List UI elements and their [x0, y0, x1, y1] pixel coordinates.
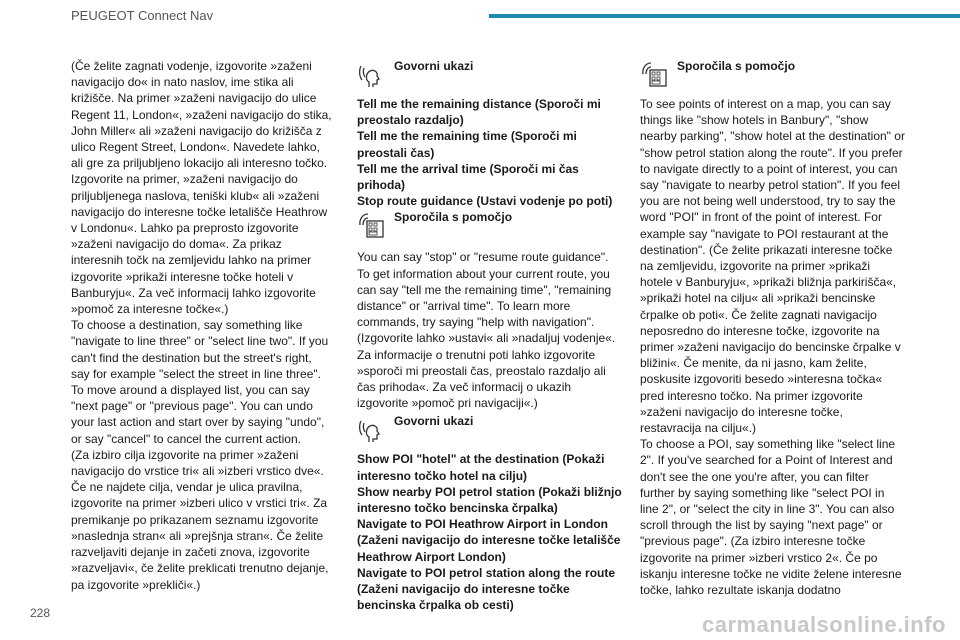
column-2: [357, 58, 622, 613]
header-accent-bar: [489, 14, 960, 18]
voice-commands-list-2: Show POI "hotel" at the destination (Pokaži interesno točko hotel na cilju) Show nearby POI petrol station (Pokaži bližnjo interesno točko bencinska črpalka) Navigate to POI Heathrow Airport in London (Zaženi navigacijo do interesne točke letališče Heathrow Airport London) Navigate to POI petrol station along the route (Zaženi navigacijo do interesne točke bencinska črpalka ob cesti): [357, 452, 622, 613]
speaking-head-icon: [357, 60, 385, 88]
speaking-head-icon: [357, 415, 385, 443]
help-messages-heading-2: [640, 58, 905, 96]
page-number: 228: [30, 606, 51, 620]
help-messages-title: Sporočila s pomočjo: [394, 210, 513, 225]
header-title: PEUGEOT Connect Nav: [71, 8, 214, 23]
watermark: carmanualsonline.info: [702, 612, 946, 637]
help-messages-title-2: Sporočila s pomočjo: [677, 59, 796, 73]
help-messages-heading: [357, 209, 622, 249]
help-messages-text: You can say "stop" or "resume route guidance". To get information about your current route, you can say "tell me the remaining time", "remaining distance" or "arrival time". To learn more commands, try saying "help with navigation". (Izgovorite lahko »ustavi« ali »nadaljuj vodenje«. Za informacije o trenutni poti lahko izgovorite »sporoči mi preostali čas, preostalo razdaljo ali čas prihoda«. Za več informacij o ukazih izgovorite »pomoč pri navigaciji«.): [357, 250, 616, 411]
col3-text: To see points of interest on a map, you can say things like "show hotels in Banbury", "show nearby parking", "show hotel at the destination" or "show petrol station along the route". If you prefer to navigate directly to a point of interest, you can say "navigate to nearby petrol station". If you feel you are not being well understood, try to say the word "POI" in front of the point of interest. For example say "navigate to POI restaurant at the destination". (Če želite prikazati interesne točke na zemljevidu, izgovorite na primer »prikaži hotele v Banburyju«, »prikaži bližnja parkirišča«, »prikaži hotel na cilju« ali »prikaži bencinske črpalke ob poti«. Če želite zagnati navigacijo neposredno do interesne točke, izgovorite na primer »zaženi navigacijo do bencinske črpalke v bližini«. Če menite, da ni jasno, kam želite, poskusite izgovoriti besedo »interesna točka« pred interesno točko. Na primer izgovorite »zaženi navigacijo do interesne točke, restavracija na cilju«.) To choose a POI, say something like "select line 2". If you've searched for a Point of Interest and don't see the one you're after, you can filter further by saying something like "select POI in line 2", or "select the city in line 3". You can also scroll through the list by saying "next page" or "previous page". (Za izbiro interesne točke izgovorite na primer »izberi vrstico 2«. Če po iskanju interesne točke ne vidite želene interesne točke, lahko rezultate iskanja dodatno: [640, 97, 905, 598]
voice-commands-title: Govorni ukazi: [394, 59, 474, 73]
voice-commands-list: Tell me the remaining distance (Sporoči mi preostalo razdaljo) Tell me the remaining time (Sporoči mi preostali čas) Tell me the arrival time (Sporoči mi čas prihoda) Stop route guidance (Ustavi vodenje po poti): [357, 97, 613, 209]
col1-text: (Če želite zagnati vodenje, izgovorite »zaženi navigacijo do« in nato naslov, ime stika ali križišče. Na primer »zaženi navigacijo do ulice Regent 11, London«, »zaženi navigacijo do stika, John Miller« ali »zaženi navigacijo do križišča z ulico Regent Street, London«. Navedete lahko, ali gre za priljubljeno lokacijo ali interesno točko. Izgovorite na primer, »zaženi navigacijo do priljubljenega naslova, teniški klub« ali »zaženi navigacijo do interesne točke letališče Heathrow v Londonu«. Lahko pa preprosto izgovorite »zaženi navigacijo do doma«. Za prikaz interesnih točk na zemljevidu lahko na primer izgovorite »prikaži interesne točke hoteli v Banburyju«. Za več informacij lahko izgovorite »pomoč za interesne točke«.) To choose a destination, say something like "navigate to line three" or "select line two". If you can't find the destination but the street's right, say for example "select the street in line three". To move around a displayed list, you can say "next page" or "previous page". You can undo your last action and start over by saying "undo", or say "cancel" to cancel the current action. (Za izbiro cilja izgovorite na primer »zaženi navigacijo do vrstice tri« ali »izberi vrstico dve«. Če ne najdete cilja, vendar je ulica pravilna, izgovorite na primer »izberi ulico v vrstici tri«. Za premikanje po prikazanem seznamu izgovorite »naslednja stran« ali »prejšnja stran«. Če želite razveljaviti dejanje in začeti znova, izgovorite »razveljavi«, če želite preklicati trenutno dejanje, pa izgovorite »prekliči«.): [71, 59, 332, 592]
voice-commands-title-2: Govorni ukazi: [394, 414, 474, 429]
voice-commands-heading: [357, 58, 622, 96]
voice-commands-heading-2: [357, 413, 622, 451]
help-keypad-icon: [357, 211, 385, 239]
help-keypad-icon: [640, 60, 668, 88]
column-3: [640, 58, 905, 598]
column-1: [71, 58, 333, 593]
